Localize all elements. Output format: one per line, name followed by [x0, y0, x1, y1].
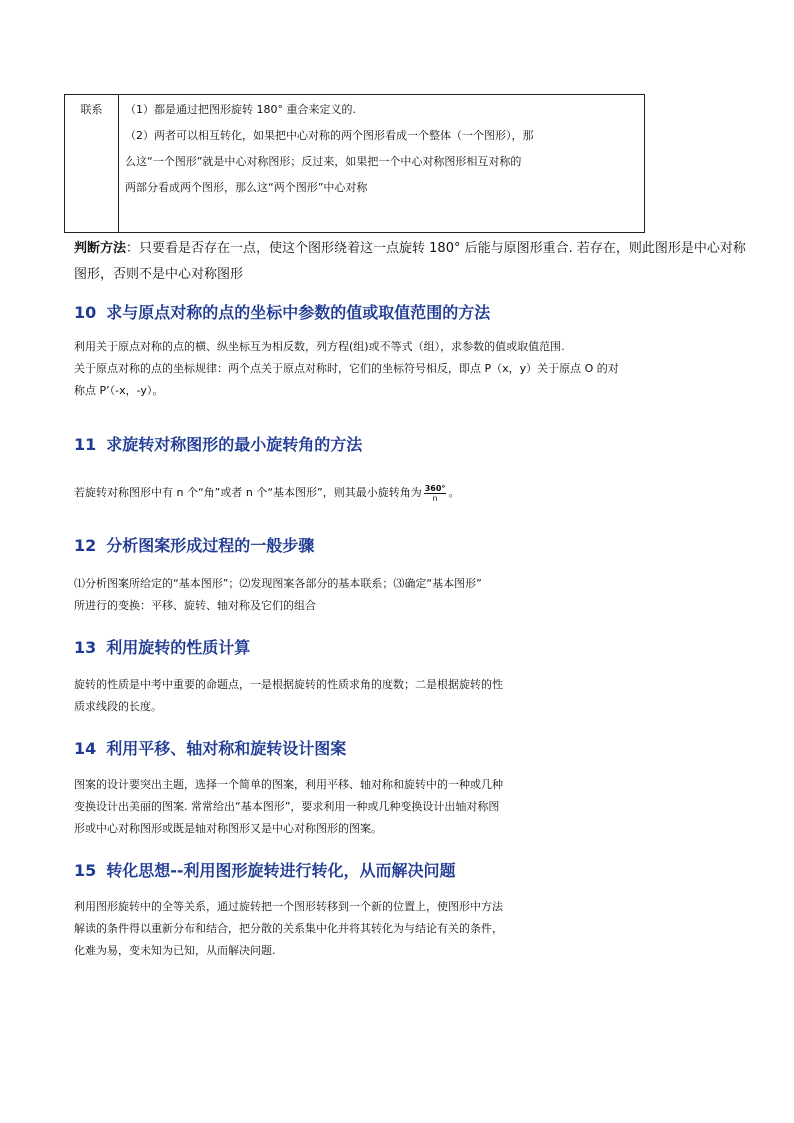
body-line: 利用关于原点对称的点的横、纵坐标互为相反数，列方程(组)或不等式（组），求参数的值或取值范围. [74, 340, 565, 353]
section-number: 13 [74, 638, 97, 657]
fraction [424, 484, 447, 503]
body-line: 质求线段的长度。 [74, 700, 162, 713]
body-line: 旋转的性质是中考中重要的命题点，一是根据旋转的性质求角的度数；二是根据旋转的性 [74, 678, 503, 691]
section-number: 12 [74, 536, 97, 555]
section-title: 分析图案形成过程的一般步骤 [106, 536, 315, 555]
table-line: （2）两者可以相互转化，如果把中心对称的两个图形看成一个整体（一个图形），那 [125, 129, 534, 142]
section-heading-12 [74, 533, 314, 556]
section-heading-14 [74, 736, 346, 759]
table-label: 联系 [80, 103, 103, 116]
body-line: 变换设计出美丽的图案. 常常给出“基本图形”，要求利用一种或几种变换设计出轴对称图 [74, 800, 500, 813]
section-number: 15 [74, 861, 97, 880]
body-line: 利用图形旋转中的全等关系，通过旋转把一个图形转移到一个新的位置上，使图形中方法 [74, 900, 503, 913]
section-heading-10 [74, 300, 490, 323]
table-divider [118, 95, 119, 232]
table-line: 两部分看成两个图形，那么这“两个图形”中心对称 [125, 181, 368, 194]
section-body-10 [74, 336, 764, 402]
body-line: 解读的条件得以重新分布和结合，把分散的关系集中化并将其转化为与结论有关的条件， [74, 922, 503, 935]
section-body-11 [74, 482, 764, 504]
body-line: 图案的设计要突出主题，选择一个简单的图案，利用平移、轴对称和旋转中的一种或几种 [74, 778, 503, 791]
judge-label: 判断方法 [74, 241, 127, 256]
section-title: 求与原点对称的点的坐标中参数的值或取值范围的方法 [106, 303, 491, 322]
section-heading-15 [74, 858, 456, 881]
section-number: 11 [74, 435, 97, 454]
relation-table [64, 94, 645, 233]
fraction-numerator: 360° [424, 483, 446, 493]
section-body-14 [74, 774, 764, 840]
body-line: 称点 P’（-x，-y）。 [74, 384, 164, 397]
judge-method [74, 236, 754, 288]
section-title: 求旋转对称图形的最小旋转角的方法 [106, 435, 363, 454]
table-line: 么这“一个图形”就是中心对称图形；反过来，如果把一个中心对称图形相互对称的 [125, 155, 522, 168]
body-line: ⑴分析图案所给定的“基本图形”；⑵发现图案各部分的基本联系；⑶确定“基本图形” [74, 577, 482, 590]
section-title: 转化思想--利用图形旋转进行转化，从而解决问题 [106, 861, 456, 880]
section-body-15 [74, 896, 764, 962]
section-number: 10 [74, 303, 97, 322]
section-title: 利用旋转的性质计算 [106, 638, 251, 657]
body-line: 化难为易，变未知为已知，从而解决问题. [74, 944, 276, 957]
judge-text: ：只要看是否存在一点，使这个图形绕着这一点旋转 180° 后能与原图形重合. 若存在，则此图形是中心对称图形，否则不是中心对称图形 [74, 241, 746, 282]
table-content [125, 97, 638, 201]
table-line: （1）都是通过把图形旋转 180° 重合来定义的. [125, 103, 356, 116]
section-heading-13 [74, 635, 250, 658]
body-line: 所进行的变换：平移、旋转、轴对称及它们的组合 [74, 599, 316, 612]
body-text: 若旋转对称图形中有 n 个“角”或者 n 个“基本图形”，则其最小旋转角为 [74, 486, 422, 499]
fraction-denominator: n [432, 493, 438, 503]
section-heading-11 [74, 432, 362, 455]
body-line: 形或中心对称图形或既是轴对称图形又是中心对称图形的图案。 [74, 822, 382, 835]
body-text: 。 [448, 486, 460, 499]
section-body-13 [74, 674, 764, 718]
section-body-12 [74, 573, 764, 617]
section-title: 利用平移、轴对称和旋转设计图案 [106, 739, 347, 758]
body-line [74, 482, 764, 504]
section-number: 14 [74, 739, 97, 758]
body-line: 关于原点对称的点的坐标规律：两个点关于原点对称时，它们的坐标符号相反，即点 P（x，y）关于原点 O 的对 [74, 362, 619, 375]
